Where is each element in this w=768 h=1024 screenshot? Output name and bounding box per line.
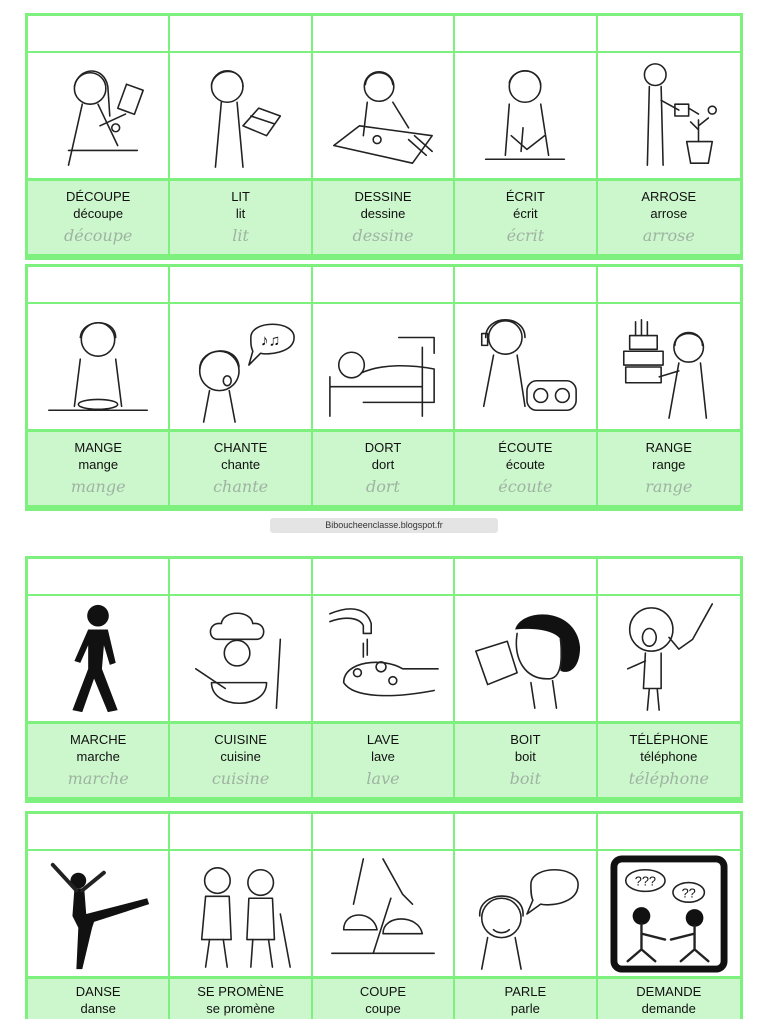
word-caps: DEMANDE — [636, 984, 702, 999]
card-blank-cell — [313, 16, 453, 53]
word-caps: ÉCRIT — [505, 188, 545, 204]
reading-book-icon — [182, 57, 300, 175]
word-lower: coupe — [365, 1001, 401, 1016]
word-lower: cuisine — [220, 748, 261, 764]
drinking-icon — [466, 600, 584, 718]
word-cursive: dessine — [352, 225, 414, 245]
card-boit — [455, 559, 597, 800]
card-labels — [170, 181, 310, 257]
card-picture — [28, 53, 168, 181]
singing-icon — [182, 308, 300, 426]
word-lower: marche — [76, 748, 120, 764]
cutting-fruit-icon — [324, 855, 442, 973]
card-labels — [455, 724, 595, 800]
card-picture — [170, 304, 310, 432]
word-caps: LAVE — [366, 731, 400, 747]
card-ecrit — [455, 16, 597, 257]
card-mange — [28, 267, 170, 508]
asking-question-icon — [610, 855, 728, 973]
card-se-promene — [170, 814, 312, 1019]
card-picture — [598, 304, 740, 432]
card-labels — [28, 181, 168, 257]
card-labels — [313, 181, 453, 257]
card-picture — [28, 851, 168, 979]
card-labels — [170, 724, 310, 800]
word-cursive: lave — [366, 768, 400, 788]
word-cursive: écoute — [498, 476, 553, 496]
card-lave — [313, 559, 455, 800]
card-picture — [313, 596, 453, 724]
word-lower: se promène — [206, 1001, 275, 1016]
word-cursive: téléphone — [628, 768, 709, 788]
card-picture — [313, 304, 453, 432]
card-blank-cell — [455, 16, 595, 53]
card-picture — [455, 304, 595, 432]
word-lower: dort — [371, 456, 395, 472]
watering-plant-icon — [610, 57, 728, 175]
sleeping-icon — [324, 308, 442, 426]
word-lower: mange — [78, 456, 119, 472]
card-ecoute — [455, 267, 597, 508]
card-blank-cell — [28, 814, 168, 851]
card-picture — [170, 596, 310, 724]
word-lower: dessine — [360, 205, 406, 221]
word-caps: MANGE — [74, 439, 123, 455]
card-labels — [28, 432, 168, 508]
word-cursive: écrit — [506, 225, 545, 245]
card-labels — [455, 979, 595, 1019]
card-blank-cell — [313, 559, 453, 596]
card-labels — [455, 432, 595, 508]
card-parle — [455, 814, 597, 1019]
listening-music-icon — [466, 308, 584, 426]
card-blank-cell — [170, 559, 310, 596]
card-telephone — [598, 559, 740, 800]
word-cursive: marche — [67, 768, 129, 788]
card-labels — [455, 181, 595, 257]
card-coupe — [313, 814, 455, 1019]
card-labels — [598, 432, 740, 508]
word-cursive: cuisine — [211, 768, 270, 788]
word-lower: danse — [80, 1001, 116, 1016]
walking-person-icon — [39, 600, 157, 718]
word-lower: range — [652, 456, 686, 472]
card-blank-cell — [313, 814, 453, 851]
word-caps: ÉCOUTE — [498, 439, 553, 455]
word-caps: SE PROMÈNE — [197, 984, 284, 999]
card-blank-cell — [455, 814, 595, 851]
card-blank-cell — [313, 267, 453, 304]
cutting-paper-icon — [39, 57, 157, 175]
card-dort — [313, 267, 455, 508]
word-caps: LIT — [231, 188, 250, 204]
word-caps: CUISINE — [214, 731, 267, 747]
word-caps: DESSINE — [354, 188, 412, 204]
drawing-icon — [324, 57, 442, 175]
hiking-kids-icon — [182, 855, 300, 973]
word-lower: téléphone — [640, 748, 698, 764]
word-lower: écoute — [505, 456, 545, 472]
word-caps: ARROSE — [641, 188, 697, 204]
phone-call-icon — [610, 600, 728, 718]
card-blank-cell — [598, 267, 740, 304]
card-picture — [598, 596, 740, 724]
card-picture — [313, 53, 453, 181]
card-marche — [28, 559, 170, 800]
card-demande — [598, 814, 740, 1019]
card-blank-cell — [170, 16, 310, 53]
cooking-chef-icon — [182, 600, 300, 718]
word-caps: DANSE — [75, 984, 121, 999]
card-labels — [170, 979, 310, 1019]
card-blank-cell — [598, 559, 740, 596]
card-labels — [598, 181, 740, 257]
card-blank-cell — [598, 814, 740, 851]
word-lower: parle — [510, 1001, 540, 1016]
card-picture — [598, 851, 740, 979]
card-row-1 — [25, 13, 743, 260]
word-lower: arrose — [650, 205, 688, 221]
card-picture — [170, 53, 310, 181]
card-picture — [28, 304, 168, 432]
card-picture — [455, 53, 595, 181]
word-lower: lave — [371, 748, 395, 764]
word-lower: découpe — [73, 205, 124, 221]
word-caps: MARCHE — [70, 731, 127, 747]
word-lower: écrit — [513, 205, 538, 221]
card-blank-cell — [455, 559, 595, 596]
word-caps: TÉLÉPHONE — [629, 731, 709, 747]
word-cursive: lit — [232, 225, 249, 245]
word-caps: BOIT — [510, 731, 541, 747]
writing-icon — [466, 57, 584, 175]
watermark-url: Biboucheenclasse.blogspot.fr — [270, 518, 498, 533]
word-caps: CHANTE — [213, 439, 268, 455]
word-cursive: boit — [509, 768, 542, 788]
bubble-text-left: ??? — [634, 872, 656, 888]
card-labels — [598, 979, 740, 1019]
card-lit — [170, 16, 312, 257]
card-labels — [313, 432, 453, 508]
word-lower: boit — [514, 748, 536, 764]
card-labels — [170, 432, 310, 508]
word-caps: DORT — [364, 439, 402, 455]
card-blank-cell — [455, 267, 595, 304]
word-caps: COUPE — [359, 984, 407, 999]
card-picture — [455, 596, 595, 724]
word-caps: RANGE — [645, 439, 692, 455]
speaking-icon — [466, 855, 584, 973]
card-blank-cell — [598, 16, 740, 53]
word-cursive: dort — [366, 476, 400, 496]
tidying-icon — [610, 308, 728, 426]
card-picture — [598, 53, 740, 181]
word-caps: PARLE — [504, 984, 547, 999]
card-labels — [598, 724, 740, 800]
card-blank-cell — [28, 16, 168, 53]
word-caps: DÉCOUPE — [66, 188, 131, 204]
music-note-glyph: ♪♫ — [260, 331, 280, 349]
word-cursive: arrose — [642, 225, 695, 245]
ballet-dancer-icon — [39, 855, 157, 973]
bubble-text-right: ?? — [681, 884, 696, 900]
card-cuisine — [170, 559, 312, 800]
card-picture — [170, 851, 310, 979]
card-labels — [313, 724, 453, 800]
washing-hands-icon — [324, 600, 442, 718]
word-cursive: range — [645, 476, 693, 496]
card-range — [598, 267, 740, 508]
word-cursive: mange — [70, 476, 126, 496]
card-picture — [313, 851, 453, 979]
card-row-3 — [25, 556, 743, 803]
word-cursive: découpe — [64, 225, 133, 245]
card-arrose — [598, 16, 740, 257]
card-blank-cell — [170, 814, 310, 851]
card-blank-cell — [28, 559, 168, 596]
card-danse — [28, 814, 170, 1019]
card-blank-cell — [28, 267, 168, 304]
card-labels — [28, 724, 168, 800]
card-picture — [28, 596, 168, 724]
card-picture — [455, 851, 595, 979]
card-chante — [170, 267, 312, 508]
card-row-2 — [25, 264, 743, 511]
word-lower: demande — [641, 1001, 696, 1016]
card-labels — [28, 979, 168, 1019]
card-dessine — [313, 16, 455, 257]
eating-icon — [39, 308, 157, 426]
word-cursive: chante — [213, 476, 269, 496]
word-lower: lit — [235, 205, 246, 221]
card-decoupe — [28, 16, 170, 257]
word-lower: chante — [221, 456, 261, 472]
card-labels — [313, 979, 453, 1019]
card-row-4 — [25, 811, 743, 1019]
card-blank-cell — [170, 267, 310, 304]
